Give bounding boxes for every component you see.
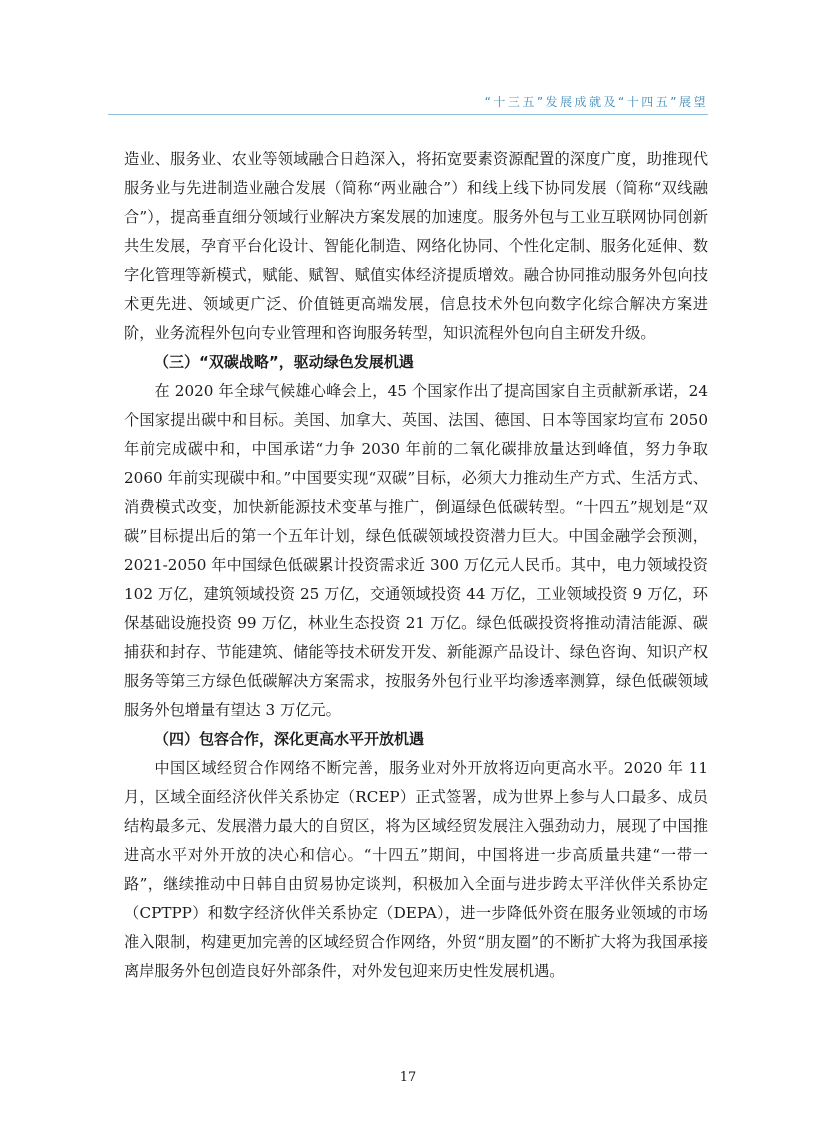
- section-heading-4: （四）包容合作，深化更高水平开放机遇: [154, 730, 425, 748]
- continued-paragraph: 造业、服务业、农业等领域融合日趋深入，将拓宽要素资源配置的深度广度，助推现代服务业与先进制造业融合发展（简称“两业融合”）和线上线下协同发展（简称“双线融合”），提高垂直细分领域行业解决方案发展的加速度。服务外包与工业互联网协同创新共生发展，孕育平台化设计、智能化制造、网络化协同、个性化定制、服务化延伸、数字化管理等新模式，赋能、赋智、赋值实体经济提质增效。融合协同推动服务外包向技术更先进、领域更广泛、价值链更高端发展，信息技术外包向数字化综合解决方案进阶，业务流程外包向专业管理和咨询服务转型，知识流程外包向自主研发升级。: [124, 150, 708, 342]
- running-header: “十三五”发展成就及“十四五”展望: [484, 95, 708, 109]
- page-body: [124, 145, 708, 986]
- page-number: 17: [399, 1070, 417, 1085]
- header-divider: [108, 114, 708, 115]
- section-paragraph-3: 在 2020 年全球气候雄心峰会上，45 个国家作出了提高国家自主贡献新承诺，24 个国家提出碳中和目标。美国、加拿大、英国、法国、德国、日本等国家均宣布 2050 年前完成碳中和，中国承诺“力争 2030 年前的二氧化碳排放量达到峰值，努力争取 2060 年前实现碳中和。”中国要实现“双碳”目标，必须大力推动生产方式、生活方式、消费模式改变，加快新能源技术变革与推广，倒逼绿色低碳转型。“十四五”规划是“双碳”目标提出后的第一个五年计划，绿色低碳领域投资潜力巨大。中国金融学会预测，2021-2050 年中国绿色低碳累计投资需求近 300 万亿元人民币。其中，电力领域投资 102 万亿，建筑领域投资 25 万亿，交通领域投资 44 万亿，工业领域投资 9 万亿，环保基础设施投资 99 万亿，林业生态投资 21 万亿。绿色低碳投资将推动清洁能源、碳捕获和封存、节能建筑、储能等技术研发开发、新能源产品设计、绿色咨询、知识产权服务等第三方绿色低碳解决方案需求，按服务外包行业平均渗透率测算，绿色低碳领域服务外包增量有望达 3 万亿元。: [124, 382, 708, 719]
- section-heading-3: （三）“双碳战略”，驱动绿色发展机遇: [154, 353, 414, 371]
- section-paragraph-4: 中国区域经贸合作网络不断完善，服务业对外开放将迈向更高水平。2020 年 11 月，区域全面经济伙伴关系协定（RCEP）正式签署，成为世界上参与人口最多、成员结构最多元、发展潜力最大的自贸区，将为区域经贸发展注入强劲动力，展现了中国推进高水平对外开放的决心和信心。“十四五”期间，中国将进一步高质量共建“一带一路”，继续推动中日韩自由贸易协定谈判，积极加入全面与进步跨太平洋伙伴关系协定（CPTPP）和数字经济伙伴关系协定（DEPA），进一步降低外资在服务业领域的市场准入限制，构建更加完善的区域经贸合作网络，外贸“朋友圈”的不断扩大将为我国承接离岸服务外包创造良好外部条件，对外发包迎来历史性发展机遇。: [124, 759, 708, 980]
